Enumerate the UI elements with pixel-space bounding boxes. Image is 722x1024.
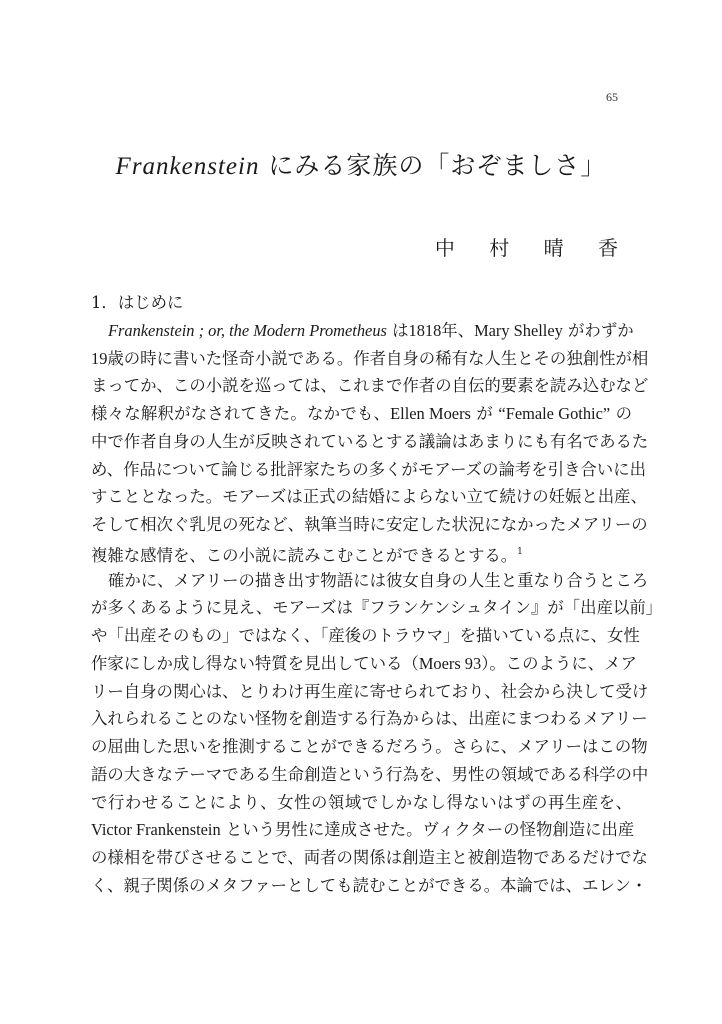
text-line: 入れられることのない怪物を創造する行為からは、出産にまつわるメアリー <box>91 709 648 729</box>
text-fragment: 年、 <box>441 320 475 340</box>
text-line: め、作品について論じる批評家たちの多くがモアーズの論考を引き合いに出 <box>91 459 646 479</box>
text-fragment: 様々な解釈がなされてきた。なかでも、 <box>91 404 391 423</box>
text-line: く、親子関係のメタファーとしても読むことができる。本論では、エレン・ <box>91 875 648 895</box>
text-line: 語の大きなテーマである生命創造という行為を、男性の領域である科学の中 <box>91 764 649 784</box>
page-number: 65 <box>606 90 618 104</box>
text-fragment: 複雑な感情を、この小説に読みこむことができるとする。 <box>91 545 518 565</box>
text-fragment: 歳の時に書いた怪奇小説である。作者自身の稀有な人生とその独創性が相 <box>107 348 649 368</box>
text-line <box>91 816 635 844</box>
footnote-marker[interactable]: 1 <box>517 546 523 557</box>
text-line <box>91 400 632 428</box>
citation: Moers 93 <box>418 653 482 673</box>
character-name: Victor Frankenstein <box>91 820 221 840</box>
text-line <box>91 317 632 345</box>
text-line: 確かに、メアリーの描き出す物語には彼女自身の人生と重なり合うところ <box>108 570 649 590</box>
text-line: すこととなった。モアーズは正式の結婚によらない立て続けの妊娠と出産、 <box>91 487 647 507</box>
text-line: の屈曲した思いを推測することができるだろう。さらに、メアリーはこの物 <box>91 737 648 756</box>
essay-title: “Female Gothic” <box>498 404 611 423</box>
critic-name: Ellen Moers <box>390 404 471 423</box>
text-line: まってか、この小説を巡っては、これまで作者の自伝的要素を読み込むなど <box>91 376 649 396</box>
title-english: Frankenstein <box>115 153 260 180</box>
text-line: や「出産そのもの」ではなく、「産後のトラウマ」を描いている点に、女性 <box>91 626 640 645</box>
paper-title <box>0 146 722 182</box>
body-text <box>91 289 663 900</box>
text-line: が多くあるように見え、モアーズは『フランケンシュタイン』が「出産以前」 <box>91 598 663 618</box>
author-reference: Mary Shelley <box>474 320 563 340</box>
text-fragment: が <box>470 404 499 423</box>
author-name: 中 村 晴 香 <box>434 236 632 260</box>
text-fragment: 作家にしか成し得ない特質を見出している（ <box>91 653 419 673</box>
year: 1818 <box>408 320 442 340</box>
text-line: の様相を帯びさせることで、両者の関係は創造主と被創造物であるだけでな <box>91 848 648 867</box>
title-japanese: にみる家族の「おぞましさ」 <box>268 151 607 180</box>
work-title: Frankenstein ; or, the Modern Prometheus <box>108 320 387 340</box>
section-heading: 1．はじめに <box>91 293 184 312</box>
text-line <box>91 345 649 373</box>
text-line: で行わせることにより、女性の領域でしかなし得ないはずの再生産を、 <box>91 792 632 812</box>
text-line: 中で作者自身の人生が反映されているとする議論はあまりにも有名であるた <box>91 431 649 451</box>
text-line <box>91 650 637 678</box>
text-line: そして相次ぐ乳児の死など、執筆当時に安定した状況になかったメアリーの <box>91 515 648 534</box>
text-fragment: という男性に達成させた。ヴィクターの怪物創造に出産 <box>220 820 635 840</box>
text-line: リー自身の関心は、とりわけ再生産に寄せられており、社会から決して受け <box>91 681 649 701</box>
text-fragment: は <box>386 320 409 340</box>
text-fragment: ）。このように、メア <box>481 653 637 673</box>
text-line <box>91 539 632 567</box>
age-number: 19 <box>91 348 108 368</box>
text-fragment: がわずか <box>562 320 634 340</box>
text-fragment: の <box>610 404 632 423</box>
